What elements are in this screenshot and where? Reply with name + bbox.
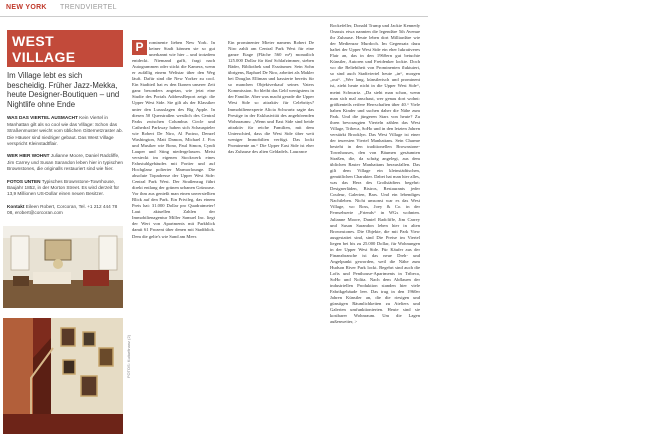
section-who [7,153,123,172]
section-tag: NEW YORK [6,4,47,11]
body-column-3: Rockefeller, Donald Trump und Jackie Kennedy Onassis etwa nannten die legendäre 5th Avenue ihr Zuhause. Heute leben dort Milliardäre wie der Medienzar Murdoch. Im Gegensatz dazu haftet der Upper West Side ein eher lukrativeres Flair an, das in den 1960ern gut betuchte Künstler, Autoren und Freidenker lockte. Doch wo die Beliebtheit von Prominenten fluktuiert, so sind auch Stadtviertel heute „in“, morgen „out“. „Wer lang, künstlerisch und prominent ist, zieht heute nicht in die Upper West Side“, meint Schwartz. „Da sieht man schon, wenn man sich mal anschaut, wer genau dort wohnt: größtenteils reifere Herrschaften über 40.“ Viele haben Kinder und suchen daher die Nähe zum Park. Und die jüngeren Stars von heute? Zu ihren bevorzugten Vierteln zählen das West Village, Tribeca, SoHo und in den letzten Jahren verstärkt Brooklyn. Das West Village ist einer der teuersten Viertel Manhattans. Sein Charme besteht in den traditionellen Brownstone-Townhouses, den von Bäumen gesäumten Straßen, die, da schräg angelegt, aus dem üblichen Raster Manhattans herausfallen. Das gilt dem Village ein kleinstädtischen, gemütlichen Charakter. Dabei hat man hier alles, was das Herz des Großstädters begehrt: Designerläden, Bistros, Restaurants jeder Couleur, Galerien, Bars. Und ein lebendiges Nachtleben. Nicht umsonst war es das West Village, wo Ross, Joey & Co. in der Fernsehserie „Friends“ in WGs wohnten. Julianne Moore, Daniel Radcliffe, Jim Carrey und Susan Sarandon leben hier in alten Brownstones. Die Objekte, die mit Park View ausgestattet sind, sind Die Preise im Viertel liegen bei bis zu 25.000 Dollar, für Wohnungen in der Upper West Side. Für Käufer aus der Finanzbranche ist das neue Dreh- und Angelpunkt geworden, weil die Nähe zum Hudson River Park lockt. Begehrt sind auch die Lofts und Penthouse-Apartments in Tribeca, SoHo und Nolita. Nach dem Abflauen der industriellen Produktion standen hier viele Fabrikgebäude leer. Das trug in den 1960er Jahren Künstler an, die die riesigen und günstigen Räumlichkeiten zu Ateliers und Galerien umfunktionierten. Heute sind sie kostbarer Wohnraum. Um die Lagen außenweiter, > [330,23,420,325]
column-1-text: rominente lieben New York. In keiner Stadt können sie so gut unerkannt wie hier – und trotzdem entdeckt. Niemand gafft, fragt nach Autogrammen oder stickt die Kamera, wenn er zufällig einem Weltstar über den Weg läuft. Dafür sind die New Yorker zu cool. Ein Stadtteil hat es den Ikonen unserer Zeit ganz besonders angetan, wie jetzt eine Studie des Portals AddressReport zeigt: die Upper West Side. Sie gilt als der Klassiker unter den Luxuslagen des Big Apple. In diesen 50 Querstraßen westlich des Central Parks zwischen Columbus Circle und Cathedral Parkway haben sich Schauspieler wie Robert De Niro, Al Pacino, Denzel Washington, Matt Damon, Michael J. Fox und Musiker wie Bono, Paul Simon, Cyndi Lauper und Sting niedergelassen. Meist versteckt im eigenen Stockwerk eines Fahrstuhlgebäudes mit Portier und auf Hochglanz polierter Marmorlounge. Die absolute Topadresse der Upper West Side: Central Park West. Der Straßenzug führt direkt entlang der grünen urbanen Grünoase. Vor ihm aus genießt man einen unverstellten Blick auf den Park. Ein Privileg, das einem Preis hat: 31.000 Dollar pro Quadratmeter! Laut aktuellen Zahlen der Immobilienagentur Miller Samuel Inc. liegt der Wert von Apartments mit Parkblick damit 61 Prozent über denen mit Stadtblick. Dem die gelte's wie Sand am Meer. [132,40,215,239]
who-text: Julianne Moore, Daniel Radcliffe, Jim Carrey und Susan Sarandon leben hier in typischen Brownstones, die originalls restauriert sind wie hier. [7,153,123,172]
subtitle: Im Village lebt es sich bescheidig. Früher Jazz-Mekka, heute Designer-Boutiquen – und Nightlife ohne Ende [7,71,120,109]
sidebar [7,30,123,217]
contact-label: Kontakt [7,203,25,209]
photo-credit: FOTOS: Kulturfinanz (2) [126,334,131,378]
category-tag: TRENDVIERTEL [60,4,117,11]
who-label: WER HIER WOHNT [7,153,50,159]
section-photos [7,179,123,198]
section-contact [7,204,123,217]
blank-area [428,0,660,440]
body-column-1 [132,40,215,240]
photos-label: FOTOS UNTEN [7,178,41,184]
why-text: Kein Viertel in Manhattan gilt als so cool wie das Village: Schon das Straßenmuster weicht vom üblichen Gitternetzraster ab. Die Häuser sind niedriger gebaut. Das West Village verspricht Kleinstadtflair. [7,115,123,146]
drop-cap: P [132,40,147,55]
photo-living-room [3,226,123,308]
photos-text: Typisches Brownstone-Townhouse, Baujahr 1852, in der Morton Street. Es wird derzeit für 13,9 Millionen US-Dollar einen neuen Besitzer. [7,178,120,197]
page-title: WEST VILLAGE [7,30,123,67]
body-column-2: Ein prominenter Mieter namens Robert De Niro zahlt am Central Park West für eine ganze Etage (Fläche 560 m²) monatlich 125.000 Dollar für fünf Schlafzimmer, sieben Bäder, Bibliothek und Essräumer. Sein Sohn übrigens, Raphael De Niro, arbeitet als Makler bei Douglas Elliman und kassierte bereits für so manchen Objektverkauf seines Vaters Kommission. So bleibt das Geld wenigstens in der Familie. Aber was macht gerade die Upper West Side so attraktiv für Celebritys? Immobilienexperte Alicia Schwartz sagte das Prestige in der Exklusivität des angehörenden Wohnraums: „Wenn und East Side sind beide attraktiv für reiche Familien, mit dem Unterschied, dass die West Side über weit weniger Immobilien verfügt. Das lockt Prominente an.“ Die Upper East Side ist eher das Zuhause des alten Geldadels. Laurance [228,40,314,154]
photo-staircase [3,318,123,434]
contact-text: Eileen Robert, Corcoran, Tel. +1 212 444 78 08, erobert@corcoran.com [7,203,118,216]
why-label: WAS DAS VIERTEL AUSMACHT [7,115,78,121]
section-why [7,115,123,147]
